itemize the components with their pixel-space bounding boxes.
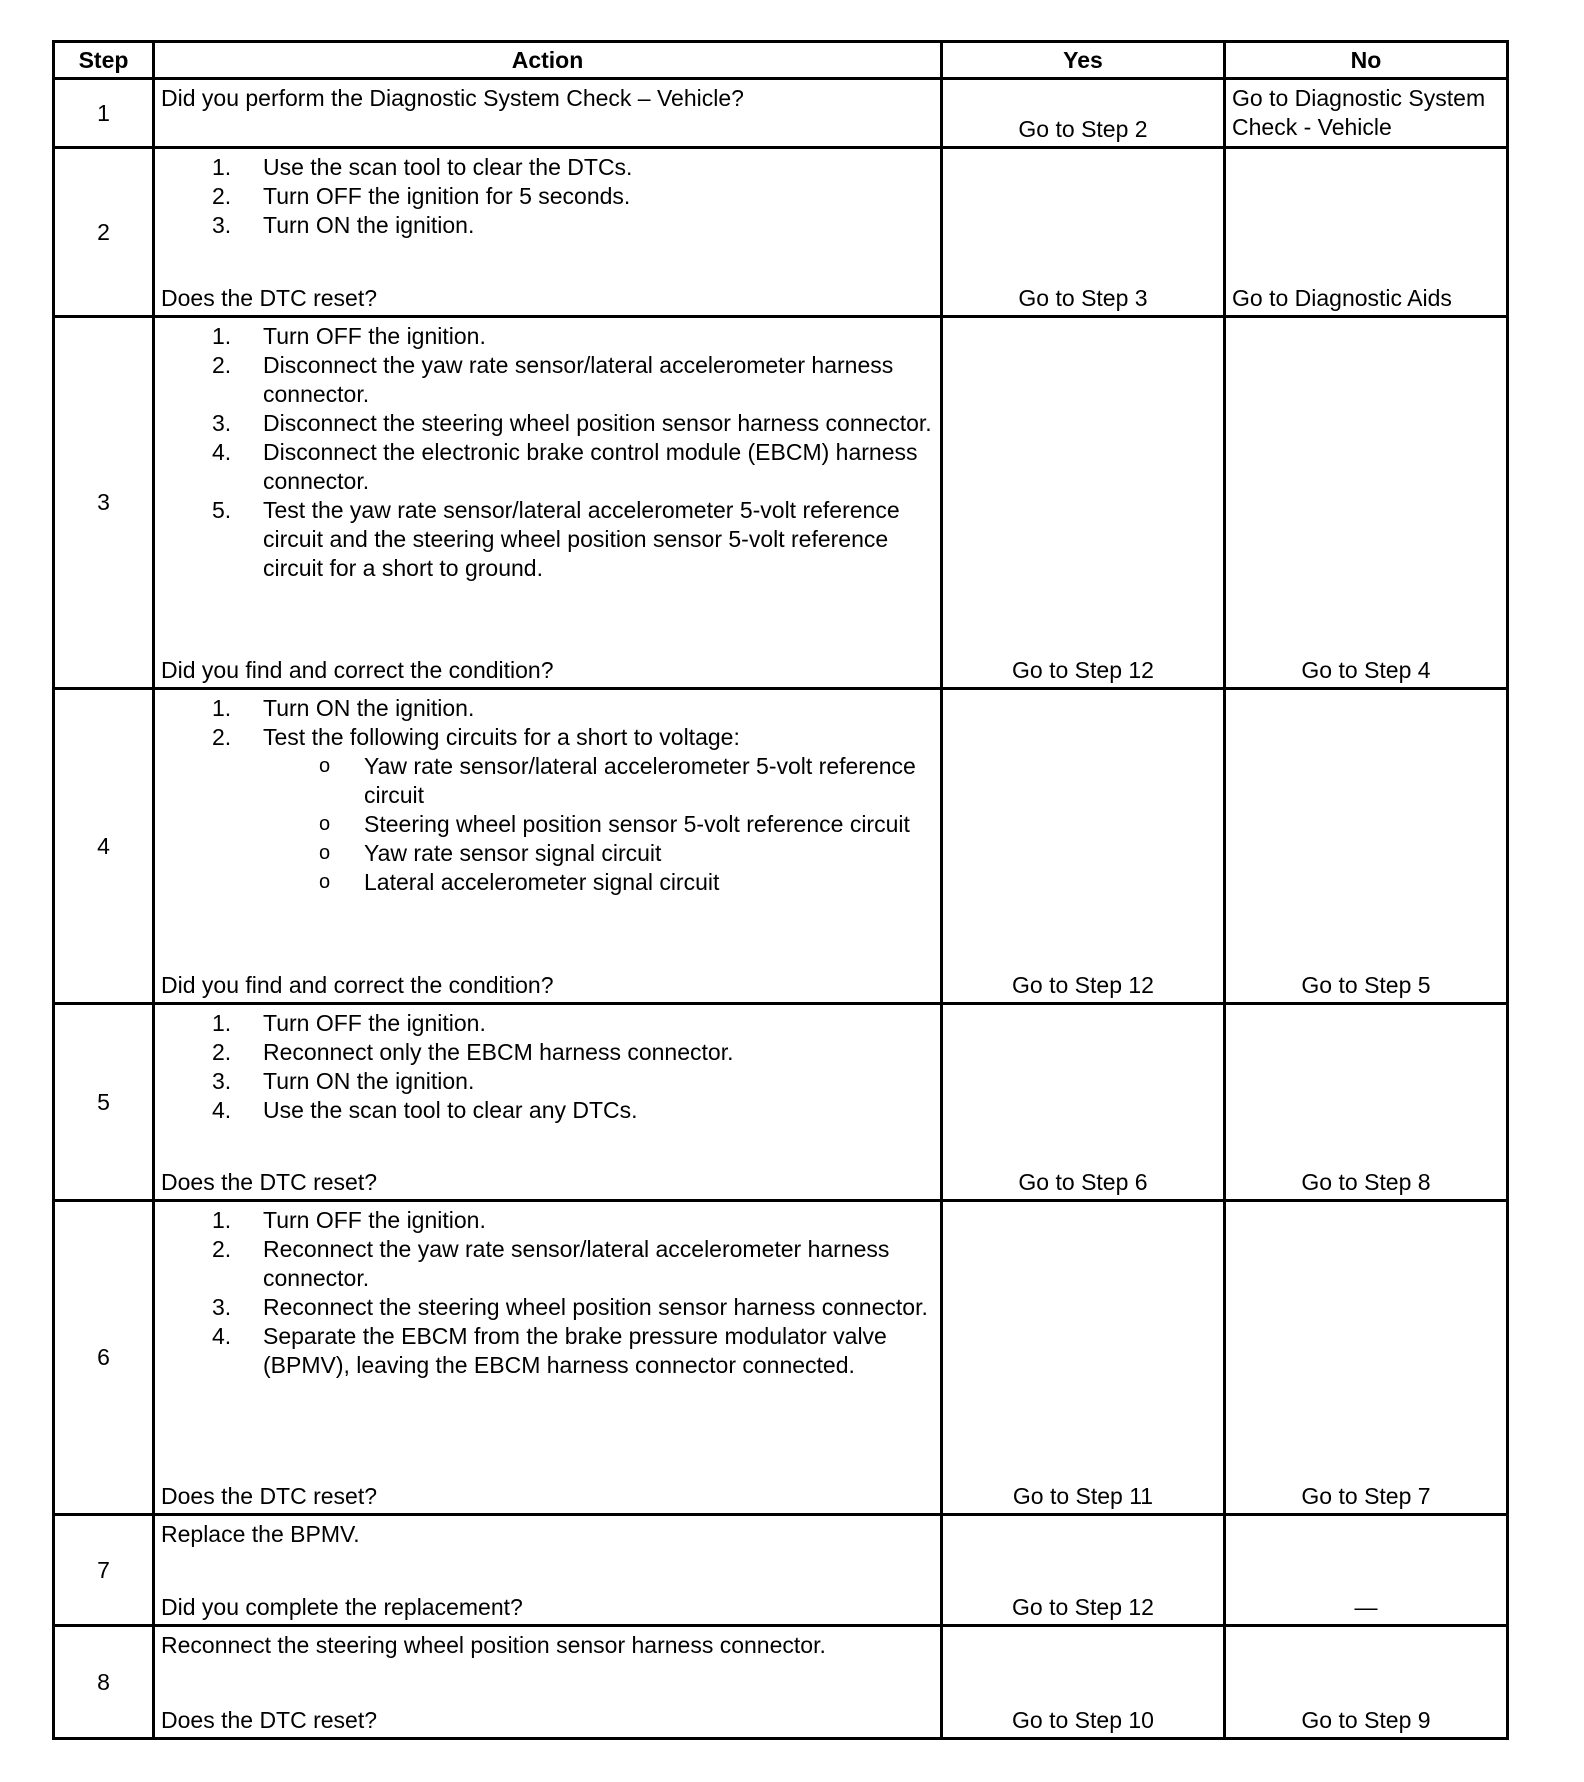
item-number: 4. <box>212 1323 232 1349</box>
table-row <box>54 1004 1508 1201</box>
yes-answer: Go to Step 12 <box>942 317 1225 689</box>
header-row <box>54 42 1508 79</box>
yes-answer: Go to Step 12 <box>942 689 1225 1004</box>
item-text: Turn OFF the ignition. <box>263 323 486 349</box>
item-number: 4. <box>212 1097 232 1123</box>
action-cell <box>154 1515 942 1626</box>
item-text: Turn ON the ignition. <box>263 212 475 238</box>
table-row <box>54 1515 1508 1626</box>
header-action: Action <box>154 42 942 79</box>
step-number: 3 <box>54 317 154 689</box>
item-number: 1. <box>212 323 232 349</box>
action-cell <box>154 1201 942 1515</box>
header-step: Step <box>54 42 154 79</box>
action-list-item <box>161 153 934 182</box>
action-list-item <box>161 723 934 752</box>
action-intro: Replace the BPMV. <box>161 1521 360 1547</box>
action-list-item <box>161 496 934 583</box>
step-number: 2 <box>54 148 154 317</box>
table-row <box>54 317 1508 689</box>
action-question: Does the DTC reset? <box>161 1169 378 1195</box>
action-question: Does the DTC reset? <box>161 1707 378 1733</box>
item-text: Test the following circuits for a short to voltage: <box>263 724 740 750</box>
action-list-item <box>161 182 934 211</box>
action-list-item <box>161 1067 934 1096</box>
item-text: Separate the EBCM from the brake pressure modulator valve (BPMV), leaving the EBCM harness connector connected. <box>263 1323 887 1378</box>
item-text: Use the scan tool to clear any DTCs. <box>263 1097 638 1123</box>
action-list-item <box>161 438 934 496</box>
bullet-icon: o <box>319 842 331 864</box>
item-number: 2. <box>212 1039 232 1065</box>
action-cell <box>154 689 942 1004</box>
bullet-icon: o <box>319 813 331 835</box>
action-cell <box>154 1004 942 1201</box>
table-row <box>54 1626 1508 1739</box>
action-list-item <box>161 1009 934 1038</box>
step-number: 8 <box>54 1626 154 1739</box>
step-number: 6 <box>54 1201 154 1515</box>
item-number: 3. <box>212 1068 232 1094</box>
action-list-item <box>161 211 934 240</box>
item-number: 1. <box>212 695 232 721</box>
action-list-item <box>161 1235 934 1293</box>
no-answer: Go to Step 4 <box>1225 317 1508 689</box>
no-answer: Go to Step 9 <box>1225 1626 1508 1739</box>
header-yes: Yes <box>942 42 1225 79</box>
yes-answer: Go to Step 2 <box>942 79 1225 148</box>
item-number: 1. <box>212 1207 232 1233</box>
action-intro: Did you perform the Diagnostic System Check – Vehicle? <box>161 85 744 111</box>
action-question: Did you find and correct the condition? <box>161 657 554 683</box>
item-number: 2. <box>212 183 232 209</box>
item-text: Disconnect the electronic brake control module (EBCM) harness connector. <box>263 439 918 494</box>
no-answer: Go to Step 5 <box>1225 689 1508 1004</box>
item-text: Use the scan tool to clear the DTCs. <box>263 154 633 180</box>
item-number: 2. <box>212 724 232 750</box>
sub-item-text: Yaw rate sensor/lateral accelerometer 5-volt reference circuit <box>364 753 916 808</box>
action-question: Did you complete the replacement? <box>161 1594 523 1620</box>
action-list-item <box>161 1322 934 1380</box>
yes-answer: Go to Step 3 <box>942 148 1225 317</box>
item-number: 1. <box>212 154 232 180</box>
action-cell <box>154 317 942 689</box>
action-list-item <box>161 322 934 351</box>
item-number: 1. <box>212 1010 232 1036</box>
item-number: 3. <box>212 212 232 238</box>
bullet-icon: o <box>319 871 331 893</box>
yes-answer: Go to Step 10 <box>942 1626 1225 1739</box>
no-answer: Go to Diagnostic Aids <box>1225 148 1508 317</box>
action-sub-item <box>161 868 934 897</box>
yes-answer: Go to Step 11 <box>942 1201 1225 1515</box>
item-text: Test the yaw rate sensor/lateral accelerometer 5-volt reference circuit and the steering wheel position sensor 5-volt reference circuit for a short to ground. <box>263 497 900 581</box>
yes-answer: Go to Step 12 <box>942 1515 1225 1626</box>
action-cell <box>154 148 942 317</box>
table-row <box>54 79 1508 148</box>
no-answer: Go to Diagnostic System Check - Vehicle <box>1225 79 1508 148</box>
action-list-item <box>161 694 934 723</box>
action-question: Does the DTC reset? <box>161 285 378 311</box>
item-text: Reconnect only the EBCM harness connector. <box>263 1039 734 1065</box>
sub-item-text: Yaw rate sensor signal circuit <box>364 840 662 866</box>
action-list-item <box>161 1038 934 1067</box>
sub-item-text: Steering wheel position sensor 5-volt reference circuit <box>364 811 910 837</box>
table-row <box>54 1201 1508 1515</box>
step-number: 7 <box>54 1515 154 1626</box>
action-list-item <box>161 1293 934 1322</box>
item-number: 2. <box>212 1236 232 1262</box>
item-number: 5. <box>212 497 232 523</box>
action-list-item <box>161 1096 934 1125</box>
no-answer: Go to Step 7 <box>1225 1201 1508 1515</box>
no-answer: — <box>1225 1515 1508 1626</box>
action-cell <box>154 79 942 148</box>
step-number: 5 <box>54 1004 154 1201</box>
item-number: 3. <box>212 1294 232 1320</box>
item-text: Turn ON the ignition. <box>263 1068 475 1094</box>
item-text: Turn OFF the ignition. <box>263 1207 486 1233</box>
action-list-item <box>161 351 934 409</box>
item-number: 2. <box>212 352 232 378</box>
step-number: 1 <box>54 79 154 148</box>
action-sub-item <box>161 752 934 810</box>
item-text: Reconnect the steering wheel position sensor harness connector. <box>263 1294 928 1320</box>
action-list-item <box>161 409 934 438</box>
item-number: 4. <box>212 439 232 465</box>
item-text: Reconnect the yaw rate sensor/lateral accelerometer harness connector. <box>263 1236 890 1291</box>
action-sub-item <box>161 839 934 868</box>
action-question: Did you find and correct the condition? <box>161 972 554 998</box>
action-sub-item <box>161 810 934 839</box>
action-cell <box>154 1626 942 1739</box>
table-row <box>54 148 1508 317</box>
item-text: Turn OFF the ignition for 5 seconds. <box>263 183 631 209</box>
header-no: No <box>1225 42 1508 79</box>
action-list-item <box>161 1206 934 1235</box>
action-question: Does the DTC reset? <box>161 1483 378 1509</box>
action-intro: Reconnect the steering wheel position sensor harness connector. <box>161 1632 826 1658</box>
item-number: 3. <box>212 410 232 436</box>
no-answer: Go to Step 8 <box>1225 1004 1508 1201</box>
yes-answer: Go to Step 6 <box>942 1004 1225 1201</box>
item-text: Turn OFF the ignition. <box>263 1010 486 1036</box>
item-text: Turn ON the ignition. <box>263 695 475 721</box>
table-row <box>54 689 1508 1004</box>
sub-item-text: Lateral accelerometer signal circuit <box>364 869 720 895</box>
item-text: Disconnect the yaw rate sensor/lateral accelerometer harness connector. <box>263 352 894 407</box>
item-text: Disconnect the steering wheel position sensor harness connector. <box>263 410 932 436</box>
bullet-icon: o <box>319 755 331 777</box>
diagnostic-table <box>52 40 1509 1740</box>
step-number: 4 <box>54 689 154 1004</box>
